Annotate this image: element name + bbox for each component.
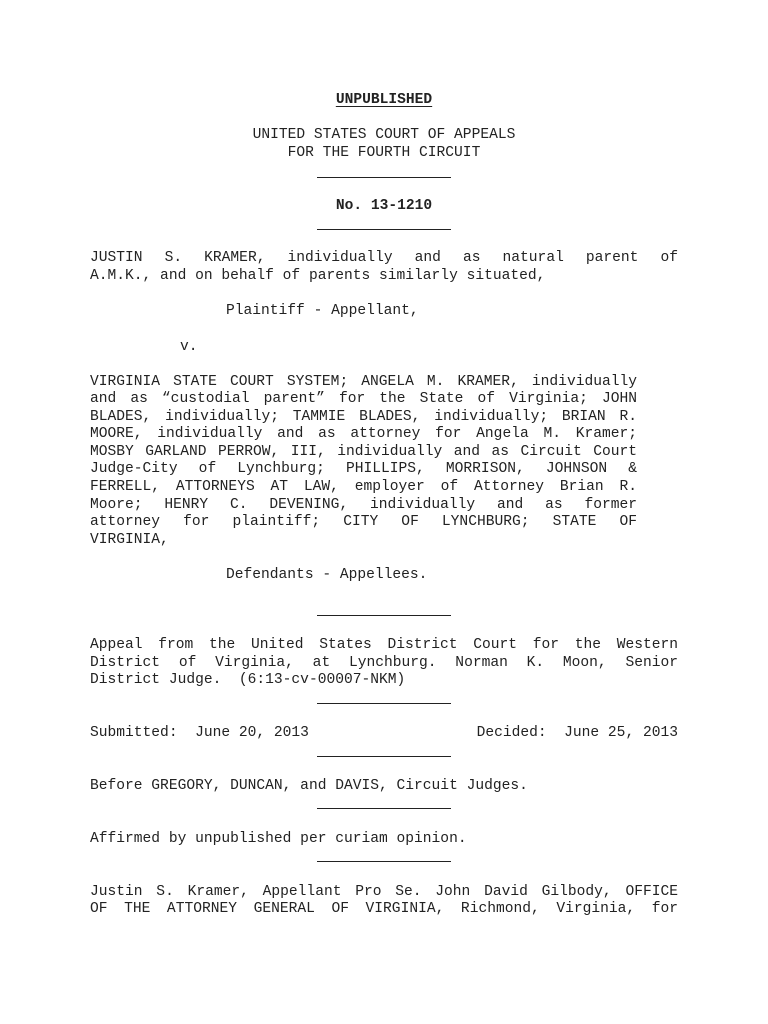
plaintiff-line-2: A.M.K., and on behalf of parents similarly situated, xyxy=(90,268,546,284)
counsel-line-1: Justin S. Kramer, Appellant Pro Se. John David Gilbody, OFFICE xyxy=(90,884,678,900)
versus: v. xyxy=(180,339,198,355)
defendants-line: Moore; HENRY C. DEVENING, individually and as former xyxy=(90,497,637,513)
defendants-role: Defendants - Appellees. xyxy=(226,567,428,583)
defendants-line: Judge-City of Lynchburg; PHILLIPS, MORRISON, JOHNSON & xyxy=(90,461,637,477)
divider-rule xyxy=(317,703,451,704)
unpublished-label: UNPUBLISHED xyxy=(335,92,433,108)
defendants-last-line: VIRGINIA, xyxy=(90,532,169,548)
defendants-line: and as “custodial parent” for the State of Virginia; JOHN xyxy=(90,391,637,407)
appeal-line-3: District Judge. (6:13-cv-00007-NKM) xyxy=(90,672,406,688)
plaintiff-line-1: JUSTIN S. KRAMER, individually and as natural parent of xyxy=(90,250,678,266)
dates-row xyxy=(90,725,678,743)
appeal-line-1: Appeal from the United States District Court for the Western xyxy=(90,637,678,653)
divider-rule xyxy=(317,615,451,616)
submitted-date: Submitted: June 20, 2013 xyxy=(90,725,309,741)
divider-rule xyxy=(317,756,451,757)
defendants-line: VIRGINIA STATE COURT SYSTEM; ANGELA M. KRAMER, individually xyxy=(90,374,637,390)
court-name-line2: FOR THE FOURTH CIRCUIT xyxy=(287,145,481,161)
defendants-line: attorney for plaintiff; CITY OF LYNCHBURG; STATE OF xyxy=(90,514,637,530)
disposition: Affirmed by unpublished per curiam opinion. xyxy=(90,831,467,847)
defendants-line: MOORE, individually and as attorney for Angela M. Kramer; xyxy=(90,426,637,442)
court-name-line1: UNITED STATES COURT OF APPEALS xyxy=(252,127,516,143)
plaintiff-role: Plaintiff - Appellant, xyxy=(226,303,419,319)
defendants-line: FERRELL, ATTORNEYS AT LAW, employer of Attorney Brian R. xyxy=(90,479,637,495)
counsel-line-2: OF THE ATTORNEY GENERAL OF VIRGINIA, Richmond, Virginia, for xyxy=(90,901,678,917)
case-number: No. 13-1210 xyxy=(335,198,433,214)
defendants-line: MOSBY GARLAND PERROW, III, individually and as Circuit Court xyxy=(90,444,637,460)
decided-date: Decided: June 25, 2013 xyxy=(476,725,678,741)
judges-panel: Before GREGORY, DUNCAN, and DAVIS, Circuit Judges. xyxy=(90,778,528,794)
divider-rule xyxy=(317,177,451,178)
divider-rule xyxy=(317,861,451,862)
appeal-line-2: District of Virginia, at Lynchburg. Norman K. Moon, Senior xyxy=(90,655,678,671)
divider-rule xyxy=(317,808,451,809)
defendants-line: BLADES, individually; TAMMIE BLADES, individually; BRIAN R. xyxy=(90,409,637,425)
divider-rule xyxy=(317,229,451,230)
